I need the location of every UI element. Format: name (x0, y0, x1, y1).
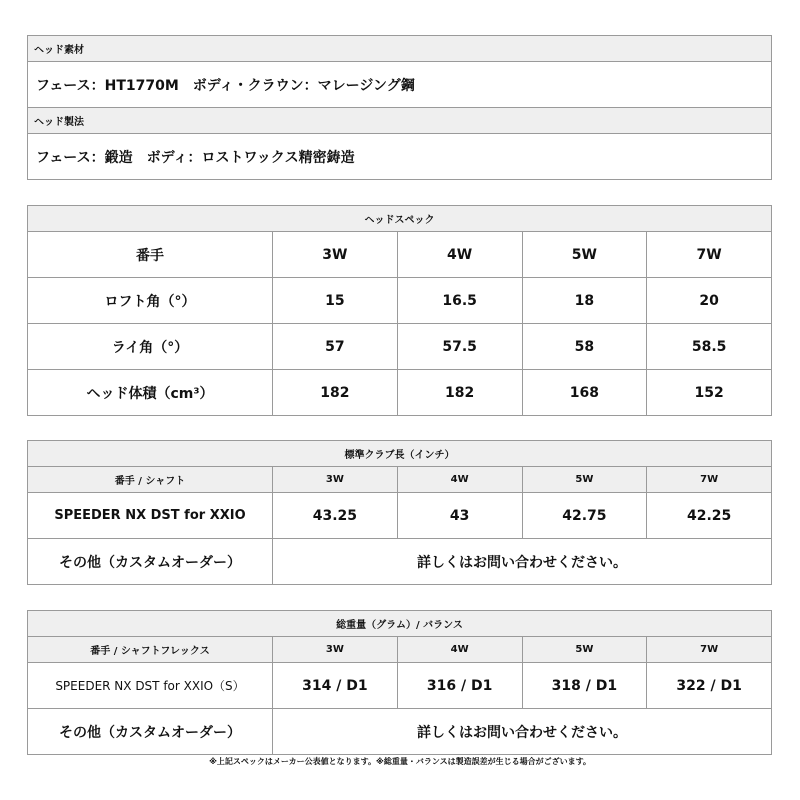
weight-table (27, 610, 772, 755)
row-label-lie: ライ角（°） (28, 324, 273, 370)
table-row (28, 663, 772, 709)
column-header: 4W (397, 467, 522, 493)
table-cell: 318 / D1 (522, 663, 647, 709)
table-row (28, 278, 772, 324)
table-cell: 43 (397, 493, 522, 539)
table-cell: 182 (273, 370, 398, 416)
head-material-label: ヘッド素材 (28, 36, 771, 62)
table-row (28, 324, 772, 370)
column-header: 3W (273, 637, 398, 663)
table-cell: 58.5 (647, 324, 772, 370)
column-header: 7W (647, 467, 772, 493)
table-cell: 15 (273, 278, 398, 324)
head-material-box (27, 35, 772, 180)
column-header: 4W (397, 232, 522, 278)
table-cell: 168 (522, 370, 647, 416)
column-header: 3W (273, 232, 398, 278)
shaft-name: SPEEDER NX DST for XXIO (28, 493, 273, 539)
row-label-volume: ヘッド体積（cm³） (28, 370, 273, 416)
table-row (28, 370, 772, 416)
club-length-table (27, 440, 772, 585)
table-cell: 16.5 (397, 278, 522, 324)
contact-message: 詳しくはお問い合わせください。 (273, 709, 772, 755)
table-row (28, 709, 772, 755)
weight-caption: 総重量（グラム）/ バランス (28, 611, 772, 637)
weight-header-label: 番手 / シャフトフレックス (28, 637, 273, 663)
column-header: 7W (647, 232, 772, 278)
head-method-label: ヘッド製法 (28, 108, 771, 134)
shaft-name: SPEEDER NX DST for XXIO（S） (28, 663, 273, 709)
table-cell: 18 (522, 278, 647, 324)
head-spec-caption: ヘッドスペック (28, 206, 772, 232)
club-length-caption: 標準クラブ長（インチ） (28, 441, 772, 467)
head-spec-header-label: 番手 (28, 232, 273, 278)
table-cell: 20 (647, 278, 772, 324)
head-material-value: フェース：HT1770M ボディ・クラウン：マレージング鋼 (28, 62, 771, 108)
column-header: 5W (522, 637, 647, 663)
table-row (28, 493, 772, 539)
table-cell: 57.5 (397, 324, 522, 370)
head-spec-table (27, 205, 772, 416)
table-cell: 43.25 (273, 493, 398, 539)
table-cell: 42.25 (647, 493, 772, 539)
column-header: 4W (397, 637, 522, 663)
column-header: 3W (273, 467, 398, 493)
table-cell: 322 / D1 (647, 663, 772, 709)
head-method-value: フェース：鍛造 ボディ：ロストワックス精密鋳造 (36, 149, 355, 166)
column-header: 5W (522, 467, 647, 493)
custom-order-label: その他（カスタムオーダー） (28, 539, 273, 585)
custom-order-label: その他（カスタムオーダー） (28, 709, 273, 755)
row-label-loft: ロフト角（°） (28, 278, 273, 324)
table-cell: 182 (397, 370, 522, 416)
contact-message: 詳しくはお問い合わせください。 (273, 539, 772, 585)
table-cell: 57 (273, 324, 398, 370)
column-header: 7W (647, 637, 772, 663)
table-cell: 314 / D1 (273, 663, 398, 709)
club-length-header-label: 番手 / シャフト (28, 467, 273, 493)
table-cell: 58 (522, 324, 647, 370)
table-cell: 152 (647, 370, 772, 416)
table-cell: 42.75 (522, 493, 647, 539)
table-row (28, 539, 772, 585)
table-cell: 316 / D1 (397, 663, 522, 709)
column-header: 5W (522, 232, 647, 278)
footnote: ※上記スペックはメーカー公表値となります。※総重量・バランスは製造誤差が生じる場合がございます。 (209, 757, 591, 766)
